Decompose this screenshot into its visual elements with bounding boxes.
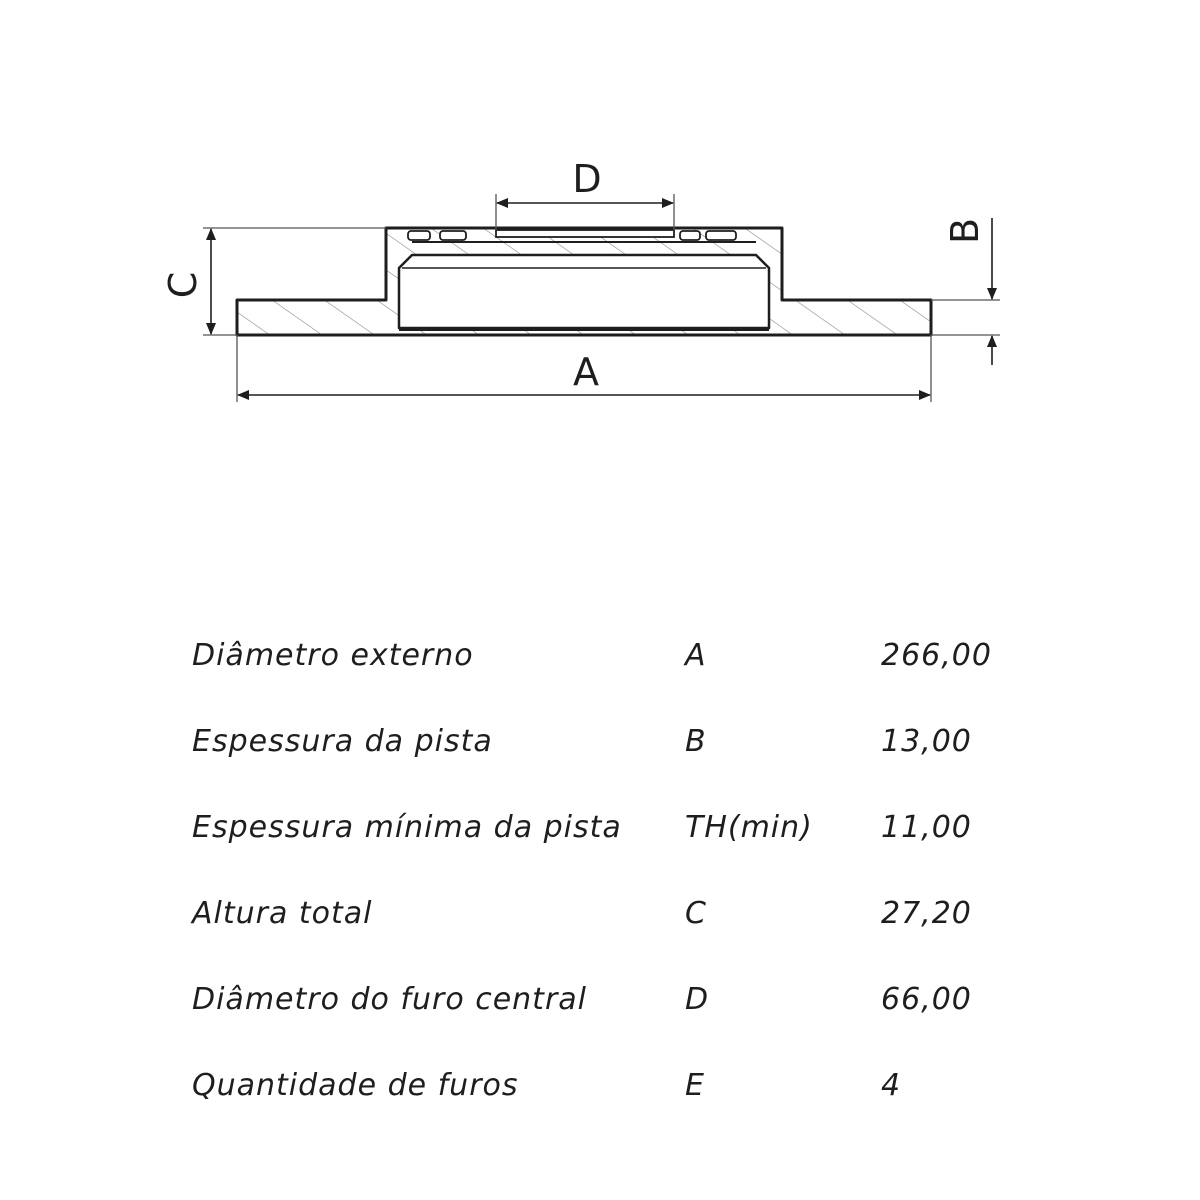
- table-row: [192, 698, 1092, 784]
- spec-value: 66,00: [881, 981, 972, 1017]
- spec-value: 266,00: [881, 637, 992, 673]
- spec-code: D: [685, 981, 710, 1017]
- spec-value: 27,20: [881, 895, 972, 931]
- table-row: [192, 956, 1092, 1042]
- dimension-label-d: D: [572, 157, 602, 201]
- spec-label: Quantidade de furos: [192, 1067, 519, 1103]
- spec-code: C: [685, 895, 707, 931]
- spec-value: 13,00: [881, 723, 972, 759]
- table-row: [192, 1042, 1092, 1128]
- dimension-label-c: C: [161, 271, 205, 299]
- brake-disc-cross-section-drawing: [0, 0, 1200, 520]
- dimension-label-a: A: [573, 350, 599, 394]
- hub-slot-left-outer: [408, 231, 430, 240]
- table-row: [192, 612, 1092, 698]
- spec-code: A: [685, 637, 707, 673]
- hub-center-opening: [496, 230, 674, 237]
- dimension-label-b: B: [943, 217, 987, 245]
- table-row: [192, 870, 1092, 956]
- table-row: [192, 784, 1092, 870]
- specifications-table: [192, 612, 1092, 1128]
- spec-code: B: [685, 723, 707, 759]
- hub-inner-cavity: [399, 255, 769, 328]
- spec-value: 4: [881, 1067, 902, 1103]
- spec-label: Diâmetro do furo central: [192, 981, 588, 1017]
- spec-label: Espessura mínima da pista: [192, 809, 622, 845]
- hub-slot-left-inner: [440, 231, 466, 240]
- spec-code: E: [685, 1067, 705, 1103]
- spec-label: Altura total: [192, 895, 373, 931]
- spec-label: Espessura da pista: [192, 723, 493, 759]
- spec-code: TH(min): [685, 809, 813, 845]
- spec-value: 11,00: [881, 809, 972, 845]
- hub-slot-right-outer: [706, 231, 736, 240]
- hub-slot-right-inner: [680, 231, 700, 240]
- spec-label: Diâmetro externo: [192, 637, 474, 673]
